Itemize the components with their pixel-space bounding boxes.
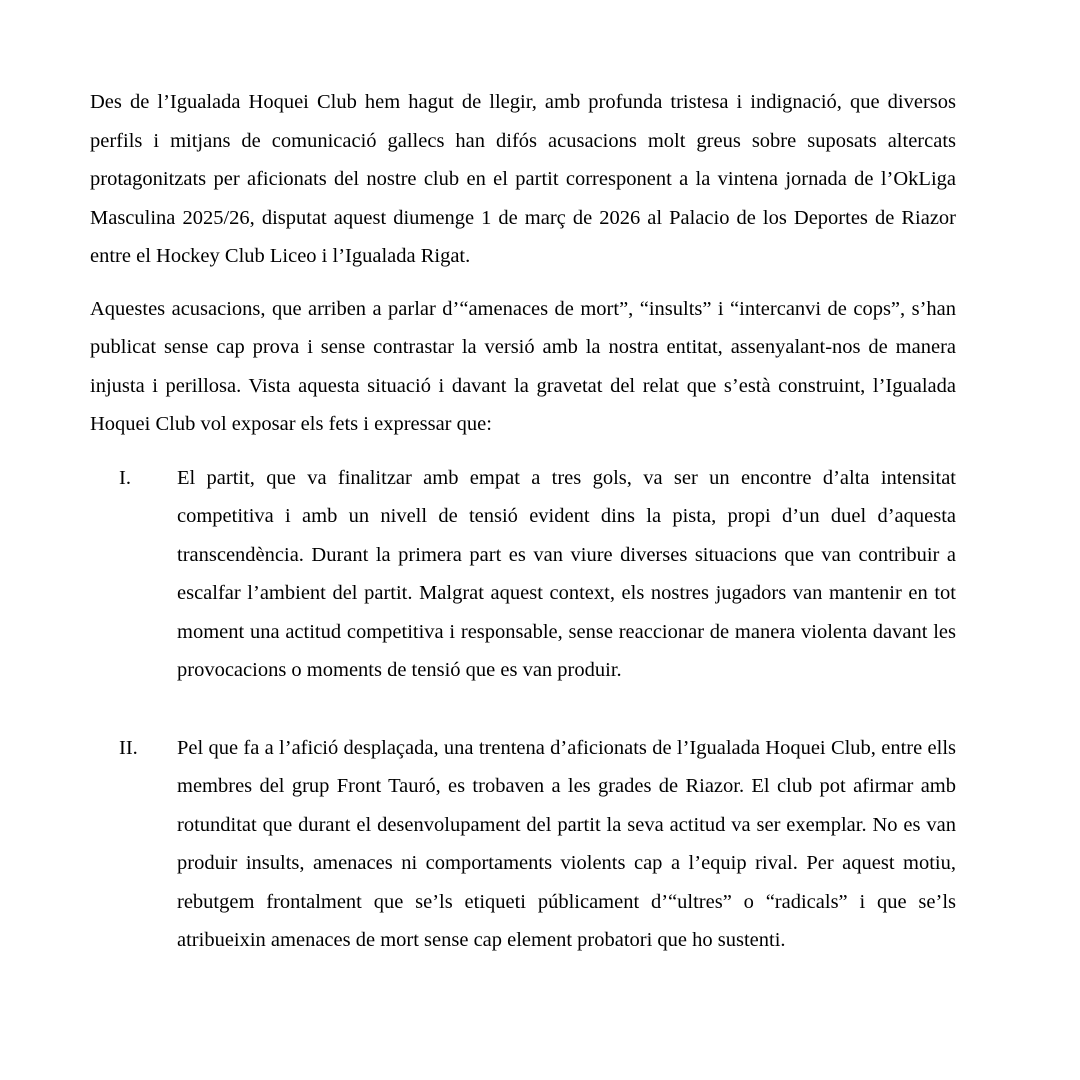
list-item xyxy=(90,459,956,690)
accusations-paragraph: Aquestes acusacions, que arriben a parlar d’“amenaces de mort”, “insults” i “intercanvi de cops”, s’han publicat sense cap prova i sense contrastar la versió amb la nostra entitat, assenyalant-nos de manera injusta i perillosa. Vista aquesta situació i davant la gravetat del relat que s’està construint, l’Igualada Hoquei Club vol exposar els fets i expressar que: xyxy=(90,297,956,435)
document-body xyxy=(90,83,956,960)
list-item-text: Pel que fa a l’afició desplaçada, una trentena d’aficionats de l’Igualada Hoquei Club, entre ells membres del grup Front Tauró, es trobaven a les grades de Riazor. El club pot afirmar amb rotunditat que durant el desenvolupament del partit la seva actitud va ser exemplar. No es van produir insults, amenaces ni comportaments violents cap a l’equip rival. Per aquest motiu, rebutgem frontalment que se’ls etiqueti públicament d’“ultres” o “radicals” i que se’ls atribueixin amenaces de mort sense cap element probatori que ho sustenti. xyxy=(177,736,956,951)
list-item xyxy=(90,729,956,960)
list-numeral: II. xyxy=(119,736,138,759)
list-item-text: El partit, que va finalitzar amb empat a tres gols, va ser un encontre d’alta intensitat competitiva i amb un nivell de tensió evident dins la pista, propi d’un duel d’aquesta transcendència. Durant la primera part es van viure diverses situacions que van contribuir a escalfar l’ambient del partit. Malgrat aquest context, els nostres jugadors van mantenir en tot moment una actitud competitiva i responsable, sense reaccionar de manera violenta davant les provocacions o moments de tensió que es van produir. xyxy=(177,466,956,681)
intro-paragraph: Des de l’Igualada Hoquei Club hem hagut de llegir, amb profunda tristesa i indignació, que diversos perfils i mitjans de comunicació gallecs han difós acusacions molt greus sobre suposats altercats protagonitzats per aficionats del nostre club en el partit corresponent a la vintena jornada de l’OkLiga Masculina 2025/26, disputat aquest diumenge 1 de març de 2026 al Palacio de los Deportes de Riazor entre el Hockey Club Liceo i l’Igualada Rigat. xyxy=(90,91,956,267)
list-numeral: I. xyxy=(119,466,131,489)
